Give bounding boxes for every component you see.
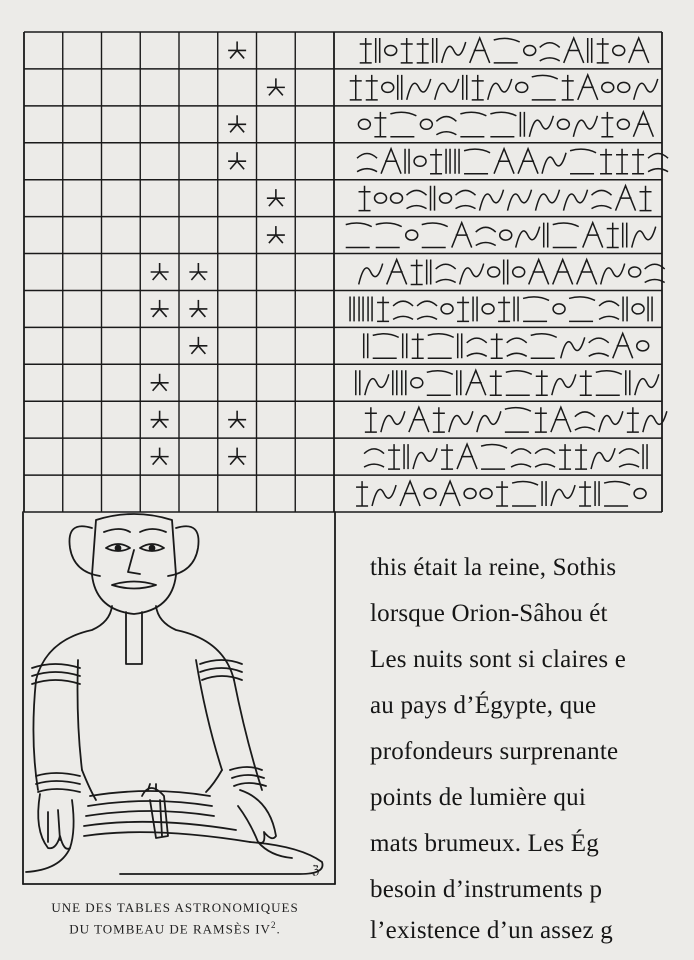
star-mark	[228, 115, 246, 132]
body-text-line: this était la reine, Sothis	[370, 554, 617, 581]
hieroglyph-row	[359, 260, 665, 285]
figure-caption-line2	[0, 920, 350, 937]
star-mark	[189, 337, 207, 354]
star-mark	[267, 226, 285, 243]
hieroglyph-row	[346, 223, 656, 248]
hieroglyph-row	[359, 186, 652, 211]
caption-period: .	[276, 921, 281, 937]
star-mark	[151, 374, 169, 391]
caption-footnote-ref: 2	[270, 920, 277, 930]
hieroglyph-row	[350, 296, 652, 321]
star-mark	[228, 448, 246, 465]
hieroglyph-row	[350, 75, 658, 100]
body-text-line: mats brumeux. Les Ég	[370, 830, 599, 857]
figure-caption-line1: UNE DES TABLES ASTRONOMIQUES	[51, 900, 299, 915]
body-text-line: l’existence d’un assez g	[370, 917, 613, 944]
star-mark	[151, 263, 169, 280]
star-mark	[189, 300, 207, 317]
hieroglyph-row	[358, 112, 653, 137]
star-mark	[228, 411, 246, 428]
star-mark	[151, 411, 169, 428]
caption-text: DU TOMBEAU DE RAMSÈS IV	[69, 921, 271, 937]
hieroglyph-column	[346, 38, 668, 506]
hieroglyph-row	[364, 444, 647, 469]
body-text-line: Les nuits sont si claires e	[370, 646, 627, 673]
star-mark	[228, 41, 246, 58]
star-mark	[151, 448, 169, 465]
hieroglyph-row	[356, 481, 646, 506]
body-text-line: au pays d’Égypte, que	[370, 692, 597, 719]
star-mark	[151, 300, 169, 317]
body-text-line: points de lumière qui	[370, 784, 586, 811]
hieroglyph-row	[357, 149, 668, 174]
svg-text:ℨ: ℨ	[312, 863, 320, 877]
body-text-line: profondeurs surprenante	[370, 738, 619, 765]
body-text-line: besoin d’instruments p	[370, 876, 603, 903]
body-text-line: lorsque Orion-Sâhou ét	[370, 600, 608, 627]
hieroglyph-row	[365, 407, 667, 432]
star-mark	[267, 78, 285, 95]
hieroglyph-row	[364, 333, 649, 358]
star-mark	[189, 263, 207, 280]
hieroglyph-row	[360, 38, 649, 63]
hieroglyph-row	[356, 370, 659, 395]
seated-figure-drawing	[23, 512, 335, 884]
star-mark	[228, 152, 246, 169]
star-mark	[267, 189, 285, 206]
